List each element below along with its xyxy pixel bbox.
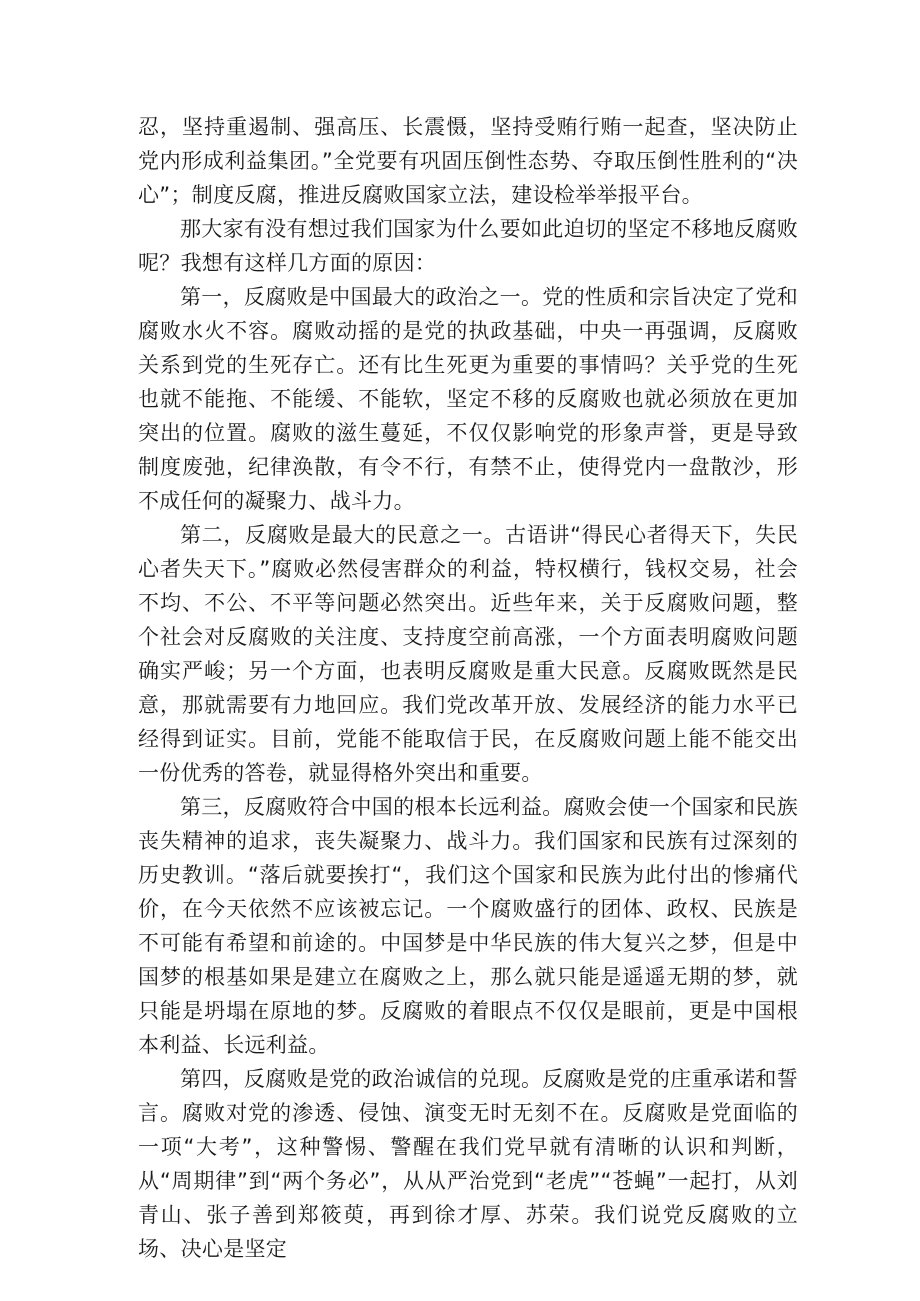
paragraph-continuation: 忍，坚持重遏制、强高压、长震慑，坚持受贿行贿一起查，坚决防止党内形成利益集团。”全党要有巩固压倒性态势、夺取压倒性胜利的“决心”；制度反腐，推进反腐败国家立法，建设检举举报平台。 bbox=[138, 115, 798, 207]
paragraph-reason-1: 第一，反腐败是中国最大的政治之一。党的性质和宗旨决定了党和腐败水火不容。腐败动摇的是党的执政基础，中央一再强调，反腐败关系到党的生死存亡。还有比生死更为重要的事情吗？关乎党的生死也就不能拖、不能缓、不能软，坚定不移的反腐败也就必须放在更加突出的位置。腐败的滋生蔓延，不仅仅影响党的形象声誉，更是导致制度废弛，纪律涣散，有令不行，有禁不止，使得党内一盘散沙，形不成任何的凝聚力、战斗力。 bbox=[138, 285, 798, 513]
document-body bbox=[138, 110, 798, 1266]
paragraph-reason-3: 第三，反腐败符合中国的根本长远利益。腐败会使一个国家和民族丧失精神的追求，丧失凝聚力、战斗力。我们国家和民族有过深刻的历史教训。“落后就要挨打“，我们这个国家和民族为此付出的惨痛代价，在今天依然不应该被忘记。一个腐败盛行的团体、政权、民族是不可能有希望和前途的。中国梦是中华民族的伟大复兴之梦，但是中国梦的根基如果是建立在腐败之上，那么就只能是遥遥无期的梦，就只能是坍塌在原地的梦。反腐败的着眼点不仅仅是眼前，更是中国根本利益、长远利益。 bbox=[138, 795, 798, 1057]
paragraph-question: 那大家有没有想过我们国家为什么要如此迫切的坚定不移地反腐败呢？我想有这样几方面的原因： bbox=[138, 217, 798, 275]
paragraph-reason-2: 第二，反腐败是最大的民意之一。古语讲“得民心者得天下，失民心者失天下。”腐败必然侵害群众的利益，特权横行，钱权交易，社会不均、不公、不平等问题必然突出。近些年来，关于反腐败问题，整个社会对反腐败的关注度、支持度空前高涨，一个方面表明腐败问题确实严峻；另一个方面，也表明反腐败是重大民意。反腐败既然是民意，那就需要有力地回应。我们党改革开放、发展经济的能力水平已经得到证实。目前，党能不能取信于民，在反腐败问题上能不能交出一份优秀的答卷，就显得格外突出和重要。 bbox=[138, 523, 798, 785]
paragraph-reason-4: 第四，反腐败是党的政治诚信的兑现。反腐败是党的庄重承诺和誓言。腐败对党的渗透、侵蚀、演变无时无刻不在。反腐败是党面临的一项“大考”，这种警惕、警醒在我们党早就有清晰的认识和判断，从“周期律”到“两个务必”，从从严治党到“老虎”“苍蝇”一起打，从刘青山、张子善到郑筱萸，再到徐才厚、苏荣。我们说党反腐败的立场、决心是坚定 bbox=[138, 1067, 798, 1261]
